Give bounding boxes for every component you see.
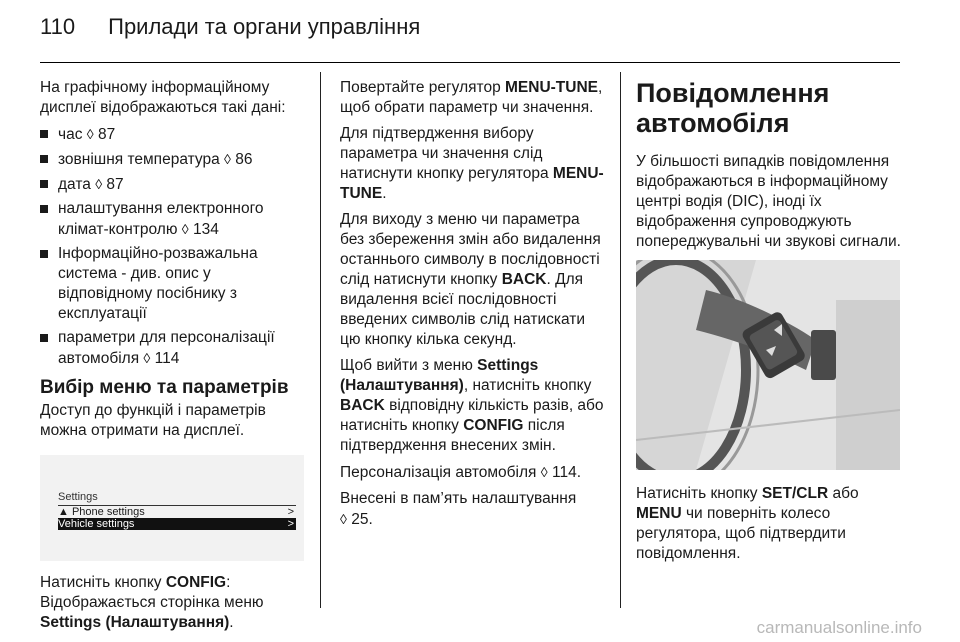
page-ref[interactable]: 134 xyxy=(193,221,219,238)
paragraph: Для підтвердження вибору параметра чи значення слід натиснути кнопку регулятора MENU-TUNE. xyxy=(340,125,604,202)
screen-menu-item: ▲ Phone settings > xyxy=(58,506,294,518)
stalk-control-photo xyxy=(636,260,900,470)
steering-stalk-illustration xyxy=(636,260,900,470)
watermark: carmanualsonline.info xyxy=(756,618,922,637)
display-screen-image xyxy=(40,455,304,561)
up-arrow-icon: ▲ xyxy=(58,506,69,518)
bullet-icon xyxy=(40,334,48,342)
page-ref-icon: ◊ xyxy=(95,176,103,192)
chevron-right-icon: > xyxy=(287,506,294,518)
chevron-right-icon: > xyxy=(287,518,294,530)
screen-menu-item-selected: Vehicle settings > xyxy=(58,518,294,530)
page-ref-icon: ◊ xyxy=(540,464,548,480)
paragraph: Персоналізація автомобіля ◊ 114. xyxy=(340,464,582,481)
header-rule xyxy=(40,62,900,63)
paragraph: Щоб вийти з меню Settings (Налаштування), натисніть кнопку BACK відповідну кількість разів, або натисніть кнопку CONFIG після підтвердження внесених змін. xyxy=(340,357,604,454)
list-item: налаштування електронного клімат-контролю ◊ 134 xyxy=(40,199,308,240)
list-item: Інформаційно-розважальна система - див. опис у відповідному посібнику з експлуатації xyxy=(40,244,308,324)
page-ref[interactable]: 114 xyxy=(154,350,180,367)
page-ref[interactable]: 87 xyxy=(106,176,124,193)
page-ref-icon: ◊ xyxy=(181,221,189,237)
column-1 xyxy=(40,78,308,639)
bullet-icon xyxy=(40,180,48,188)
section-heading: Повідомлення автомобіля xyxy=(636,78,830,138)
page-ref-icon: ◊ xyxy=(224,151,231,167)
list-item: параметри для персоналізації автомобіля ◊ 114 xyxy=(40,328,308,369)
paragraph: Натисніть кнопку CONFIG: Відображається сторінка меню Settings (Налаштування). xyxy=(40,574,264,631)
list-item: дата ◊ 87 xyxy=(40,174,308,195)
page-title: Прилади та органи управління xyxy=(108,14,421,39)
page-ref-icon: ◊ xyxy=(143,350,151,366)
page-number: 110 xyxy=(40,14,76,39)
section-heading: Вибір меню та параметрів xyxy=(40,377,289,398)
paragraph: Натисніть кнопку SET/CLR або MENU чи поверніть колесо регулятора, щоб підтвердити повідомлення. xyxy=(636,485,859,562)
page-ref[interactable]: 114. xyxy=(551,464,582,481)
column-divider-2 xyxy=(620,72,621,608)
paragraph: Повертайте регулятор MENU-TUNE, щоб обрати параметр чи значення. xyxy=(340,79,603,116)
bullet-icon xyxy=(40,155,48,163)
page-ref[interactable]: 87 xyxy=(98,126,116,143)
list-item: зовнішня температура ◊ 86 xyxy=(40,149,308,170)
list-item: час ◊ 87 xyxy=(40,124,308,145)
paragraph: Для виходу з меню чи параметра без збереження змін або видалення останнього символу в послідовності слід натиснути кнопку BACK. Для видалення всієї послідовності введених символів слід натискати цю кнопку кілька секунд. xyxy=(340,211,601,348)
page-ref-icon: ◊ xyxy=(340,511,347,527)
page-ref-icon: ◊ xyxy=(86,126,94,142)
paragraph: У більшості випадків повідомлення відображаються в інформаційному центрі водія (DIC), іноді їх відображення супроводжують попереджувальні чи звукові сигнали. xyxy=(636,153,901,250)
bullet-icon xyxy=(40,205,48,213)
page-ref[interactable]: 86 xyxy=(235,151,253,168)
screen-title: Settings xyxy=(58,491,98,503)
column-3 xyxy=(636,78,902,570)
paragraph: Доступ до функцій і параметрів можна отримати на дисплеї. xyxy=(40,402,266,439)
intro-text: На графічному інформаційному дисплеї відображаються такі дані: xyxy=(40,79,286,116)
column-2 xyxy=(340,78,608,536)
display-items-list xyxy=(40,124,308,369)
bullet-icon xyxy=(40,250,48,258)
page-ref[interactable]: 25. xyxy=(351,511,373,528)
bullet-icon xyxy=(40,130,48,138)
page-header xyxy=(40,14,420,40)
paragraph: Внесені в пам’ять налаштування ◊ 25. xyxy=(340,490,577,528)
column-divider-1 xyxy=(320,72,321,608)
